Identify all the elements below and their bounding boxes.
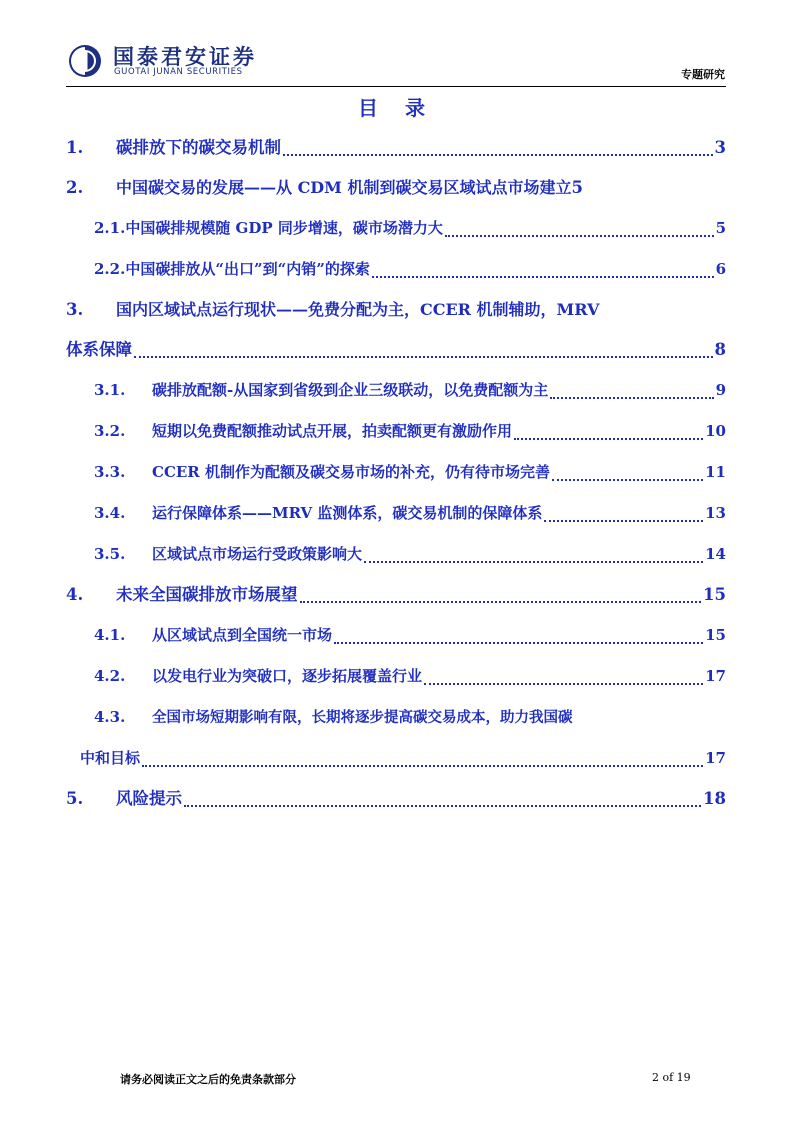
- toc-entry-4-2[interactable]: [66, 656, 726, 697]
- header-divider: [66, 86, 726, 87]
- toc-entry-number: 1.: [66, 138, 84, 157]
- toc-entry-number: 3.3.: [94, 463, 126, 481]
- toc-entry-title: 从区域试点到全国统一市场: [152, 626, 333, 644]
- toc-entry-number: 4.3.: [94, 708, 126, 726]
- toc-entry-title: 碳排放配额-从国家到省级到企业三级联动，以免费配额为主: [152, 381, 549, 399]
- toc-entry-number: 2.1.: [94, 219, 126, 237]
- toc-entry-page: 5: [715, 219, 726, 237]
- toc-dot-leader: [300, 597, 702, 603]
- toc-dot-leader: [184, 801, 701, 807]
- toc-entry-1[interactable]: [66, 128, 726, 168]
- toc-entry-number: 3.: [66, 300, 84, 319]
- toc-entry-number: 2.2.: [94, 260, 126, 278]
- toc-entry-number: 2.: [66, 178, 84, 197]
- toc-entry-title: 未来全国碳排放市场展望: [116, 585, 298, 604]
- toc-entry-number: 4.1.: [94, 626, 126, 644]
- toc-entry-2-1[interactable]: [66, 208, 726, 249]
- toc-entry-3-3[interactable]: [66, 452, 726, 493]
- toc-entry-title: 以发电行业为突破口，逐步拓展覆盖行业: [152, 667, 423, 685]
- toc-entry-page: 11: [705, 463, 726, 481]
- toc-dot-leader: [364, 557, 703, 563]
- toc-entry-number: 5.: [66, 789, 84, 808]
- toc-entry-title: CCER 机制作为配额及碳交易市场的补充，仍有待市场完善: [152, 463, 551, 481]
- toc-heading: 目 录: [358, 96, 435, 120]
- toc-entry-4[interactable]: [66, 575, 726, 615]
- toc-dot-leader: [283, 150, 713, 156]
- toc-entry-page: 17: [705, 667, 726, 685]
- table-of-contents: [66, 128, 726, 819]
- toc-entry-page: 10: [705, 422, 726, 440]
- toc-entry-3-1[interactable]: [66, 370, 726, 411]
- toc-entry-number: 3.1.: [94, 381, 126, 399]
- toc-entry-page: 18: [703, 789, 726, 808]
- toc-entry-title-continued: 中和目标: [80, 749, 141, 767]
- toc-entry-2[interactable]: [66, 168, 726, 208]
- toc-entry-number: 3.2.: [94, 422, 126, 440]
- logo-chinese-name: 国泰君安证券: [113, 45, 257, 69]
- toc-entry-page: 15: [705, 626, 726, 644]
- toc-entry-page: 9: [715, 381, 726, 399]
- toc-entry-3-5[interactable]: [66, 534, 726, 575]
- toc-entry-number: 4.: [66, 585, 84, 604]
- toc-entry-5[interactable]: [66, 779, 726, 819]
- toc-dot-leader: [134, 352, 713, 358]
- toc-entry-page: 3: [714, 138, 726, 157]
- toc-entry-title: 中国碳交易的发展——从 CDM 机制到碳交易区域试点市场建立: [116, 178, 572, 197]
- toc-entry-3-2[interactable]: [66, 411, 726, 452]
- toc-entry-title: 区域试点市场运行受政策影响大: [152, 545, 363, 563]
- toc-entry-3[interactable]: [66, 290, 726, 330]
- toc-entry-3-4[interactable]: [66, 493, 726, 534]
- toc-entry-page: 15: [703, 585, 726, 604]
- guotai-junan-logo-icon: [68, 44, 102, 78]
- report-type-label: 专题研究: [681, 68, 725, 81]
- toc-entry-4-1[interactable]: [66, 615, 726, 656]
- toc-dot-leader: [445, 231, 714, 237]
- toc-entry-title: 全国市场短期影响有限，长期将逐步提高碳交易成本，助力我国碳: [152, 709, 573, 726]
- toc-entry-title-continued: 体系保障: [66, 340, 132, 359]
- toc-entry-title: 短期以免费配额推动试点开展，拍卖配额更有激励作用: [152, 422, 513, 440]
- toc-dot-leader: [334, 638, 703, 644]
- page-header: [0, 0, 793, 90]
- toc-entry-title: 国内区域试点运行现状——免费分配为主，CCER 机制辅助，MRV: [116, 300, 600, 319]
- toc-entry-2-2[interactable]: [66, 249, 726, 290]
- toc-entry-title: 碳排放下的碳交易机制: [116, 138, 281, 157]
- toc-entry-page: 14: [705, 545, 726, 563]
- toc-dot-leader: [514, 434, 703, 440]
- toc-entry-page: 6: [715, 260, 726, 278]
- toc-dot-leader: [142, 761, 703, 767]
- toc-entry-4-3-continued[interactable]: [66, 738, 726, 779]
- toc-entry-page: 5: [571, 178, 583, 197]
- toc-dot-leader: [424, 679, 703, 685]
- toc-entry-3-continued[interactable]: [66, 330, 726, 370]
- toc-entry-title: 运行保障体系——MRV 监测体系，碳交易机制的保障体系: [152, 504, 543, 522]
- toc-entry-title: 中国碳排放从“出口”到“内销”的探索: [125, 260, 370, 278]
- toc-dot-leader: [550, 393, 713, 399]
- toc-dot-leader: [552, 475, 703, 481]
- footer-page-number: 2 of 19: [652, 1071, 691, 1084]
- toc-dot-leader: [372, 272, 714, 278]
- toc-entry-title: 风险提示: [116, 789, 182, 808]
- toc-entry-number: 3.4.: [94, 504, 126, 522]
- logo-english-name: GUOTAI JUNAN SECURITIES: [114, 67, 243, 77]
- toc-entry-page: 17: [705, 749, 726, 767]
- toc-entry-page: 8: [714, 340, 726, 359]
- toc-entry-title: 中国碳排规模随 GDP 同步增速，碳市场潜力大: [125, 219, 443, 237]
- toc-entry-4-3[interactable]: [66, 697, 726, 738]
- toc-dot-leader: [544, 516, 703, 522]
- toc-entry-page: 13: [705, 504, 726, 522]
- toc-entry-number: 4.2.: [94, 667, 126, 685]
- toc-entry-number: 3.5.: [94, 545, 126, 563]
- footer-disclaimer: 请务必阅读正文之后的免责条款部分: [120, 1073, 296, 1086]
